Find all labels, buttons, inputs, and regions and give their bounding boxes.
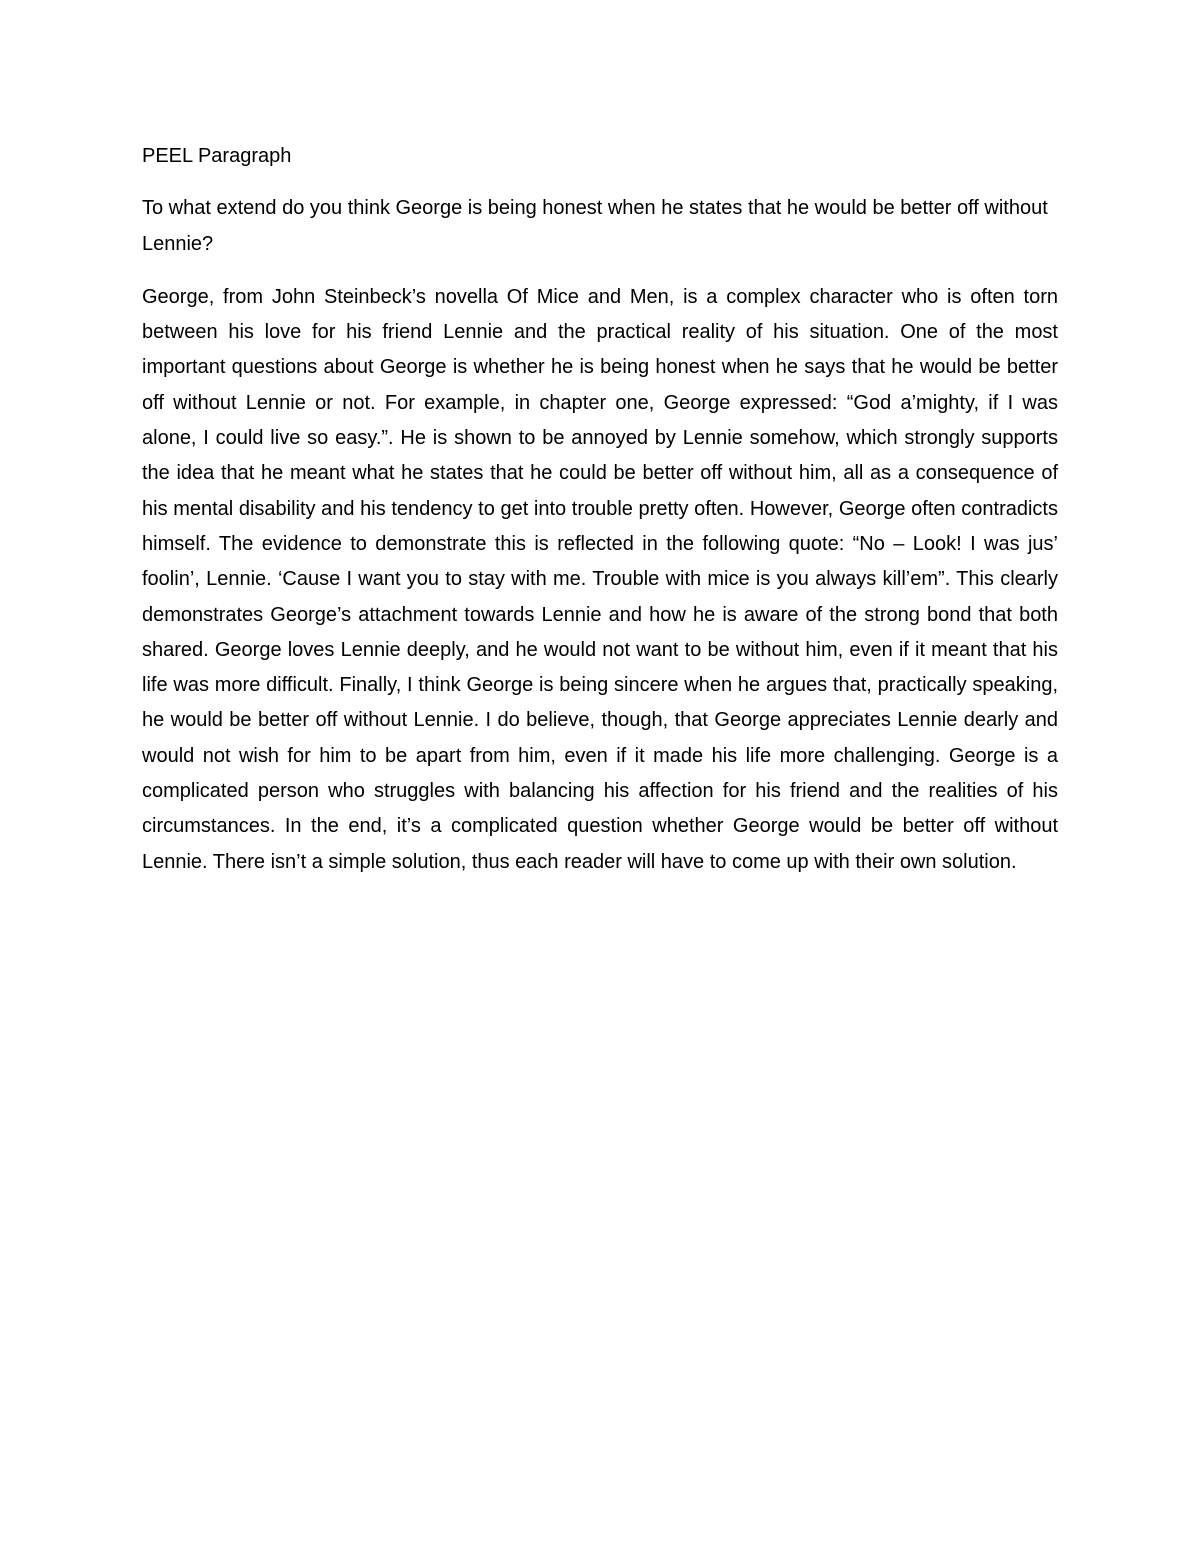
document-content	[142, 139, 1058, 880]
essay-question: To what extend do you think George is being honest when he states that he would be better off without Lennie?	[142, 197, 1048, 255]
document-title: PEEL Paragraph	[142, 145, 292, 167]
peel-paragraph: George, from John Steinbeck’s novella Of Mice and Men, is a complex character who is often torn between his love for his friend Lennie and the practical reality of his situation. One of the most important questions about George is whether he is being honest when he says that he would be better off without Lennie or not. For example, in chapter one, George expressed: “God a’mighty, if I was alone, I could live so easy.”. He is shown to be annoyed by Lennie somehow, which strongly supports the idea that he meant what he states that he could be better off without him, all as a consequence of his mental disability and his tendency to get into trouble pretty often. However, George often contradicts himself. The evidence to demonstrate this is reflected in the following quote: “No – Look! I was jus’ foolin’, Lennie. ‘Cause I want you to stay with me. Trouble with mice is you always kill’em”. This clearly demonstrates George’s attachment towards Lennie and how he is aware of the strong bond that both shared. George loves Lennie deeply, and he would not want to be without him, even if it meant that his life was more difficult. Finally, I think George is being sincere when he argues that, practically speaking, he would be better off without Lennie. I do believe, though, that George appreciates Lennie dearly and would not wish for him to be apart from him, even if it made his life more challenging. George is a complicated person who struggles with balancing his affection for his friend and the realities of his circumstances. In the end, it’s a complicated question whether George would be better off without Lennie. There isn’t a simple solution, thus each reader will have to come up with their own solution.	[142, 285, 1058, 873]
